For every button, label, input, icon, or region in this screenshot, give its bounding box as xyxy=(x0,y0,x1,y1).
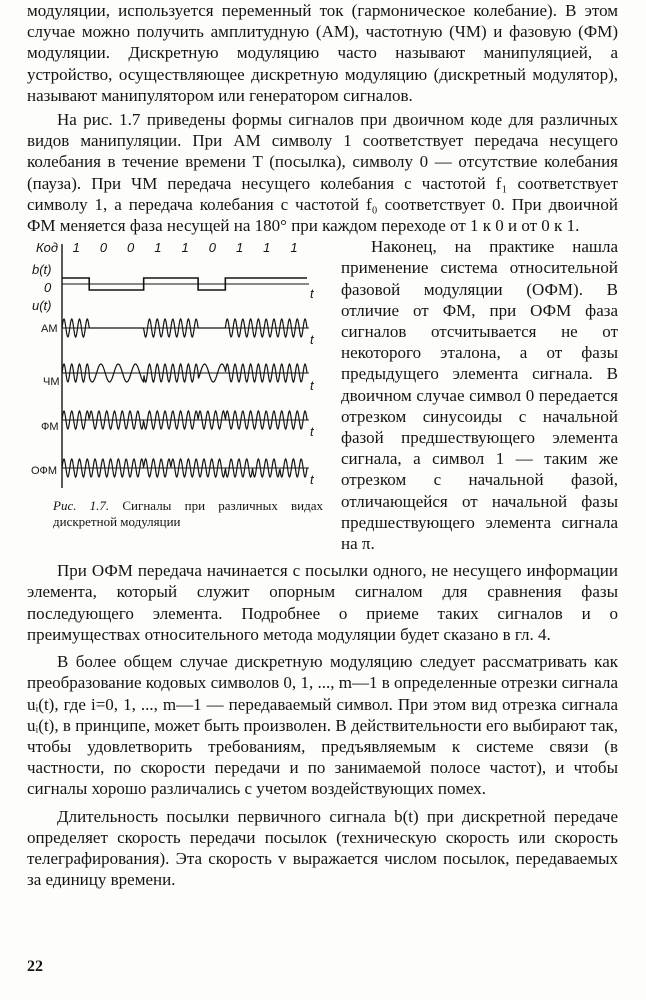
paragraph-2 xyxy=(27,109,618,236)
caption-text: Сигналы при различных видах дискретной модуляции xyxy=(53,498,324,530)
paragraph-2-text: На рис. 1.7 приведены формы сигналов при двоичном коде для различных видов манипуляции. При АМ символу 1 соответствует передача несущего колебания в течение времени T (посылка), символу 0 — отсутствие колебания (пауза). При ЧМ передача несущего колебания с частотой f₁ соответствует символу 1, а передача колебания с частотой f₀ соответствует 0. При двоичной ФМ меняется фаза несущей на 180° при каждом переходе от 1 к 0 и от 0 к 1. xyxy=(27,110,618,236)
code-bit: 0 xyxy=(208,240,216,256)
row-label-am: АМ xyxy=(41,323,58,336)
code-bit: 1 xyxy=(263,240,271,256)
code-bit: 1 xyxy=(181,240,189,256)
figure-1-7 xyxy=(27,240,327,552)
signal-traces xyxy=(62,244,309,488)
paragraph-6: Длительность посылки первичного сигнала b(t) при дискретной передаче определяет скорость передачи посылок (техническую скорость или скорость телеграфирования). Эта скорость v выражается числом посылок, передаваемых за единицу времени. xyxy=(27,806,618,890)
t-label-ofm: t xyxy=(310,472,314,488)
signal-diagram xyxy=(27,240,327,495)
paragraph-3: Наконец, на практике нашла применение система относительной фазовой модуляции (ОФМ). В отличие от ФМ, при ОФМ фаза сигналов отсчитывается не от некоторого эталона, а от фазы предыдущего элемента сигнала. В двоичном случае символ 0 передается отрезком синусоиды с начальной фазой предшествующего элемента сигнала, а символ 1 — таким же отрезком с начальной фазой, отличающейся от начальной фазы предшествующего элемента сигнала на π. xyxy=(341,237,618,554)
code-bit: 1 xyxy=(72,240,80,256)
paragraph-4: При ОФМ передача начинается с посылки одного, не несущего информации элемента, который служит опорным сигналом для сравнения фазы последующего элемента. Подробнее о приеме таких сигналов и о преимуществах относительного метода модуляции будет сказано в гл. 4. xyxy=(27,561,618,644)
code-label: Код xyxy=(36,240,59,256)
t-label-b: t xyxy=(310,286,314,302)
paragraph-1: модуляции, используется переменный ток (гармоническое колебание). В этом случае можно получить амплитудную (АМ), частотную (ЧМ) и фазовую (ФМ) модуляции. Дискретную модуляцию часто называют манипуляцией, а устройство, осуществляющее дискретную модуляцию (дискретный модулятор), называют манипулятором или генератором сигналов. xyxy=(27,1,618,105)
code-bit: 0 xyxy=(127,240,135,256)
paragraph-5: В более общем случае дискретную модуляцию следует рассматривать как преобразование кодовых символов 0, 1, ..., m—1 в определенные отрезки сигнала uᵢ(t), где i=0, 1, ..., m—1 — передаваемый символ. При этом вид отрезка сигнала uᵢ(t), в принципе, может быть произволен. В действительности его выбирают так, чтобы удовлетворить требованиям, предъявляемым к системе связи (в частности, по скорости передачи и по занимаемой полосе частот), и чтобы сигналы хорошо различались с учетом воздействующих помех. xyxy=(27,652,618,799)
code-bit: 0 xyxy=(99,240,108,256)
zero-label: 0 xyxy=(44,280,52,296)
code-bit: 1 xyxy=(235,240,244,256)
code-bit: 1 xyxy=(290,240,298,256)
b-axis-label: b(t) xyxy=(32,262,52,278)
row-label-fm: ФМ xyxy=(41,421,59,434)
caption-label: Рис. 1.7. xyxy=(53,498,110,514)
t-label-chm: t xyxy=(310,378,314,394)
page-number: 22 xyxy=(27,958,43,975)
t-label-fm: t xyxy=(310,424,314,440)
u-axis-label: u(t) xyxy=(32,298,52,314)
code-bits xyxy=(73,240,298,255)
t-label-am: t xyxy=(310,332,314,348)
row-label-ofm: ОФМ xyxy=(31,465,58,478)
code-bit: 1 xyxy=(154,240,162,256)
page xyxy=(27,0,618,890)
row-label-chm: ЧМ xyxy=(43,376,60,389)
figure-caption xyxy=(53,498,323,530)
